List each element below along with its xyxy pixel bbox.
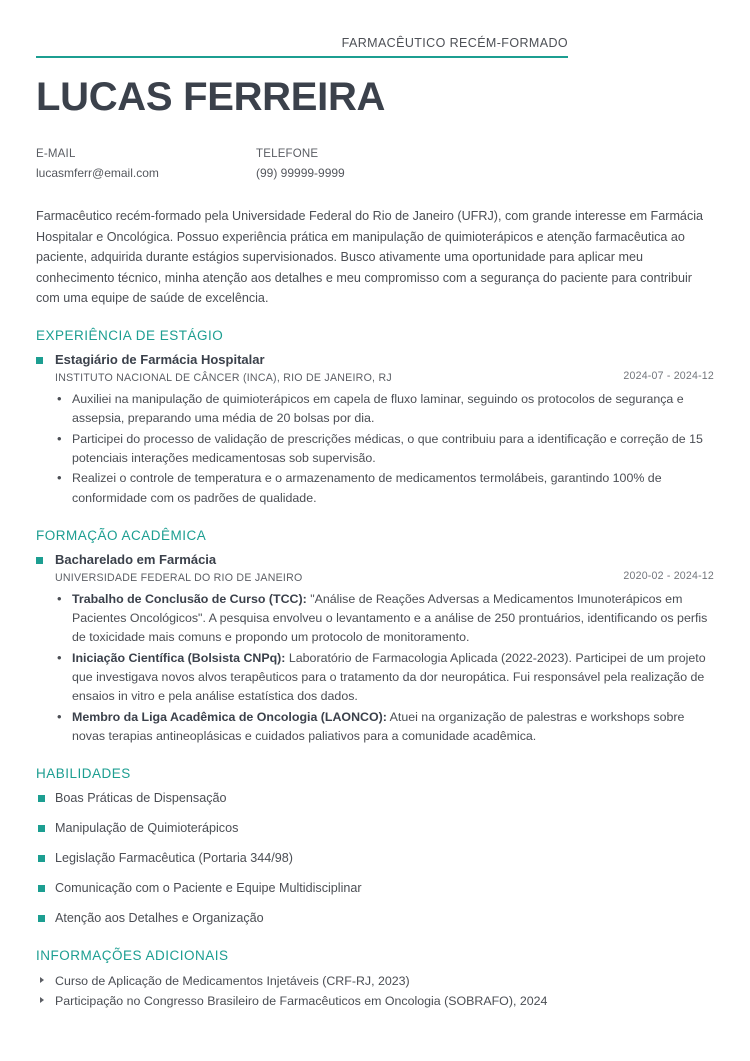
contact-phone-value[interactable]: (99) 99999-9999 <box>256 165 345 180</box>
education-entry-dates: 2020-02 - 2024-12 <box>623 569 714 582</box>
list-item <box>55 430 712 469</box>
header-accent-rule <box>36 56 568 58</box>
section-title-education: FORMAÇÃO ACADÊMICA <box>36 527 207 543</box>
section-experience <box>36 328 714 508</box>
bullet-text: Participei do processo de validação de prescrições médicas, o que contribuiu para a identificação e correção de 15 potenciais interações medicamentosas sob supervisão. <box>72 431 703 465</box>
list-item: Atenção aos Detalhes e Organização <box>36 909 714 928</box>
list-item <box>55 590 712 648</box>
contact-row <box>36 146 714 182</box>
list-item: Curso de Aplicação de Medicamentos Injetáveis (CRF-RJ, 2023) <box>36 971 714 991</box>
bullet-lead: Trabalho de Conclusão de Curso (TCC): <box>72 591 307 606</box>
contact-email <box>36 146 256 182</box>
bullet-lead: Iniciação Científica (Bolsista CNPq): <box>72 650 286 665</box>
list-item <box>55 708 712 747</box>
bullet-text: Realizei o controle de temperatura e o armazenamento de medicamentos termolábeis, garantindo 100% de conformidade com os padrões de qualidade. <box>72 471 662 505</box>
bullet-text: Atuei na organização de palestras e workshops sobre novas terapias antineoplásicas e cuidados paliativos para a comunidade acadêmica. <box>72 709 685 743</box>
square-bullet-icon <box>36 357 43 364</box>
list-item <box>55 469 712 508</box>
section-education <box>36 528 714 746</box>
experience-entry-head <box>36 351 714 369</box>
section-title-skills: HABILIDADES <box>36 766 131 782</box>
experience-entry-title: Estagiário de Farmácia Hospitalar <box>55 352 265 368</box>
resume-header <box>36 0 714 118</box>
contact-email-value[interactable]: lucasmferr@email.com <box>36 165 159 180</box>
experience-bullet-list <box>36 390 714 508</box>
list-item: Manipulação de Quimioterápicos <box>36 819 714 838</box>
bullet-text: "Análise de Reações Adversas a Medicamentos Imunoterápicos em Pacientes Oncológicos". A pesquisa envolveu o levantamento e a análise de 250 prontuários, identificando os perfis de toxicidade mais comuns e propondo um protocolo de monitoramento. <box>72 591 708 645</box>
skills-list <box>36 789 714 927</box>
list-item <box>55 390 712 429</box>
additional-info-list <box>36 971 714 1011</box>
bullet-text: Auxiliei na manipulação de quimioterápicos em capela de fluxo laminar, seguindo os protocolos de segurança e assepsia, preparando uma média de 20 bolsas por dia. <box>72 391 684 426</box>
education-bullet-list <box>36 590 714 747</box>
list-item: Participação no Congresso Brasileiro de Farmacêuticos em Oncologia (SOBRAFO), 2024 <box>36 991 714 1011</box>
bullet-text: Laboratório de Farmacologia Aplicada (2022-2023). Participei de um projeto que investigava novos alvos terapêuticos para o tratamento da dor neuropática. Fui responsável pela realização de ensaios in vitro e pela análise estatística dos dados. <box>72 650 706 704</box>
education-entry <box>36 551 714 746</box>
section-title-experience: EXPERIÊNCIA DE ESTÁGIO <box>36 328 224 344</box>
contact-phone <box>256 146 345 182</box>
list-item: Boas Práticas de Dispensação <box>36 789 714 808</box>
section-title-additional-info: INFORMAÇÕES ADICIONAIS <box>36 947 229 963</box>
job-title: FARMACÊUTICO RECÉM-FORMADO <box>341 36 568 50</box>
page-title: LUCAS FERREIRA <box>36 75 386 119</box>
professional-summary: Farmacêutico recém-formado pela Universidade Federal do Rio de Janeiro (UFRJ), com grande interesse em Farmácia Hospitalar e Oncológica. Possuo experiência prática em manipulação de quimioterápicos e atenção farmacêutica ao paciente, adquirida durante estágios supervisionados. Busco ativamente uma oportunidade para aplicar meu conhecimento técnico, minha atenção aos detalhes e meu compromisso com a segurança do paciente para contribuir com uma equipe de saúde de excelência. <box>36 209 704 305</box>
list-item: Comunicação com o Paciente e Equipe Multidisciplinar <box>36 879 714 898</box>
list-item <box>55 649 712 707</box>
section-additional-info <box>36 948 714 1011</box>
experience-entry-organization: INSTITUTO NACIONAL DE CÂNCER (INCA), RIO DE JANEIRO, RJ <box>55 371 392 384</box>
experience-entry <box>36 351 714 508</box>
education-entry-head <box>36 551 714 569</box>
square-bullet-icon <box>36 557 43 564</box>
experience-entry-dates: 2024-07 - 2024-12 <box>623 370 714 383</box>
contact-phone-label: TELEFONE <box>256 148 319 160</box>
education-entry-title: Bacharelado em Farmácia <box>55 551 217 567</box>
bullet-lead: Membro da Liga Acadêmica de Oncologia (LAONCO): <box>72 709 387 724</box>
contact-email-label: E-MAIL <box>36 148 76 160</box>
education-entry-organization: UNIVERSIDADE FEDERAL DO RIO DE JANEIRO <box>55 571 303 584</box>
section-skills <box>36 766 714 927</box>
list-item: Legislação Farmacêutica (Portaria 344/98) <box>36 849 714 868</box>
